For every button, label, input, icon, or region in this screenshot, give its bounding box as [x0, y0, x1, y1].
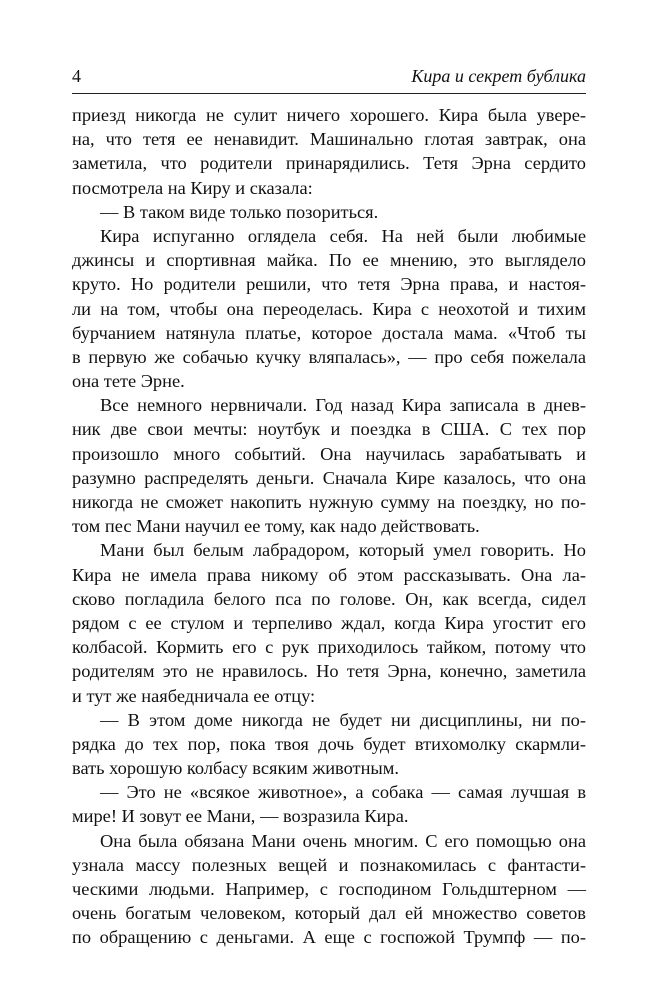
text-line: Она была обязана Мани очень многим. С его помощью она	[100, 830, 586, 851]
text-line: джинсы и спортивная майка. По ее мнению, это выглядело	[72, 250, 586, 271]
text-line: Все немного нервничали. Год назад Кира записала в днев-	[100, 395, 586, 416]
text-line: произошло много событий. Она научилась зарабатывать и	[72, 443, 586, 464]
text-line: колбасой. Кормить его с рук приходилось тайком, потому что	[72, 637, 586, 658]
text-line: вать хорошую колбасу всяким животным.	[72, 758, 400, 779]
text-line: рядка до тех пор, пока твоя дочь будет втихомолку скармли-	[72, 733, 586, 754]
paragraph	[72, 393, 586, 538]
text-line: никогда не сможет накопить нужную сумму на поездку, но по-	[72, 492, 586, 512]
paragraph	[72, 200, 586, 224]
text-line: Мани был белым лабрадором, который умел говорить. Но	[100, 540, 586, 561]
paragraph	[72, 780, 586, 828]
text-line: — Это не «всякое животное», а собака — самая лучшая в	[100, 782, 586, 803]
text-line: посмотрела на Киру и сказала:	[72, 177, 313, 198]
text-line: заметила, что родители принарядились. Тетя Эрна сердито	[72, 153, 586, 174]
text-line: ник две свои мечты: ноутбук и поездка в США. С тех пор	[72, 419, 586, 440]
text-line: том пес Мани научил ее тому, как надо действовать.	[72, 516, 480, 537]
text-line: Кира не имела права никому об этом рассказывать. Она ла-	[72, 564, 586, 585]
text-line: — В таком виде только позориться.	[100, 201, 379, 222]
text-line: приезд никогда не сулит ничего хорошего. Кира была увере-	[72, 105, 586, 125]
text-line: очень богатым человеком, который дал ей множество советов	[72, 903, 586, 924]
text-line: родителям это не нравилось. Но тетя Эрна, конечно, заметила	[72, 661, 586, 682]
text-line: рядом с ее стулом и терпеливо ждал, когда Кира угостит его	[72, 612, 586, 633]
header-rule	[72, 93, 586, 94]
text-line: на, что тетя ее ненавидит. Машинально глотая завтрак, она	[72, 129, 586, 150]
text-line: Кира испуганно оглядела себя. На ней были любимые	[100, 225, 586, 246]
page-header	[72, 66, 586, 90]
text-line: ческими людьми. Например, с господином Гольдштерном —	[72, 879, 586, 899]
text-line: бурчанием натянула платье, которое достала мама. «Чтоб ты	[72, 322, 586, 343]
body-text	[72, 103, 586, 950]
text-line: круто. Но родители решили, что тетя Эрна права, и настоя-	[72, 274, 586, 295]
paragraph	[72, 538, 586, 707]
paragraph	[72, 103, 586, 200]
text-line: узнала массу полезных вещей и познакомилась с фантасти-	[72, 854, 586, 875]
text-line: она тете Эрне.	[72, 371, 185, 392]
text-line: сково погладила белого пса по голове. Он, как всегда, сидел	[72, 588, 586, 609]
text-line: — В этом доме никогда не будет ни дисциплины, ни по-	[100, 709, 586, 730]
page-number: 4	[72, 66, 81, 86]
text-line: мире! И зовут ее Мани, — возразила Кира.	[72, 806, 409, 827]
text-line: по обращению с деньгами. А еще с госпожой Трумпф — по-	[72, 927, 586, 948]
paragraph	[72, 708, 586, 781]
paragraph	[72, 829, 586, 950]
text-line: ли на том, чтобы она переоделась. Кира с неохотой и тихим	[72, 298, 586, 319]
text-line: разумно распределять деньги. Сначала Кире казалось, что она	[72, 467, 586, 488]
running-title: Кира и секрет бублика	[411, 66, 586, 86]
text-line: и тут же наябедничала ее отцу:	[72, 685, 316, 706]
text-line: в первую же собачью кучку вляпалась», — про себя пожелала	[72, 346, 586, 367]
paragraph	[72, 224, 586, 393]
